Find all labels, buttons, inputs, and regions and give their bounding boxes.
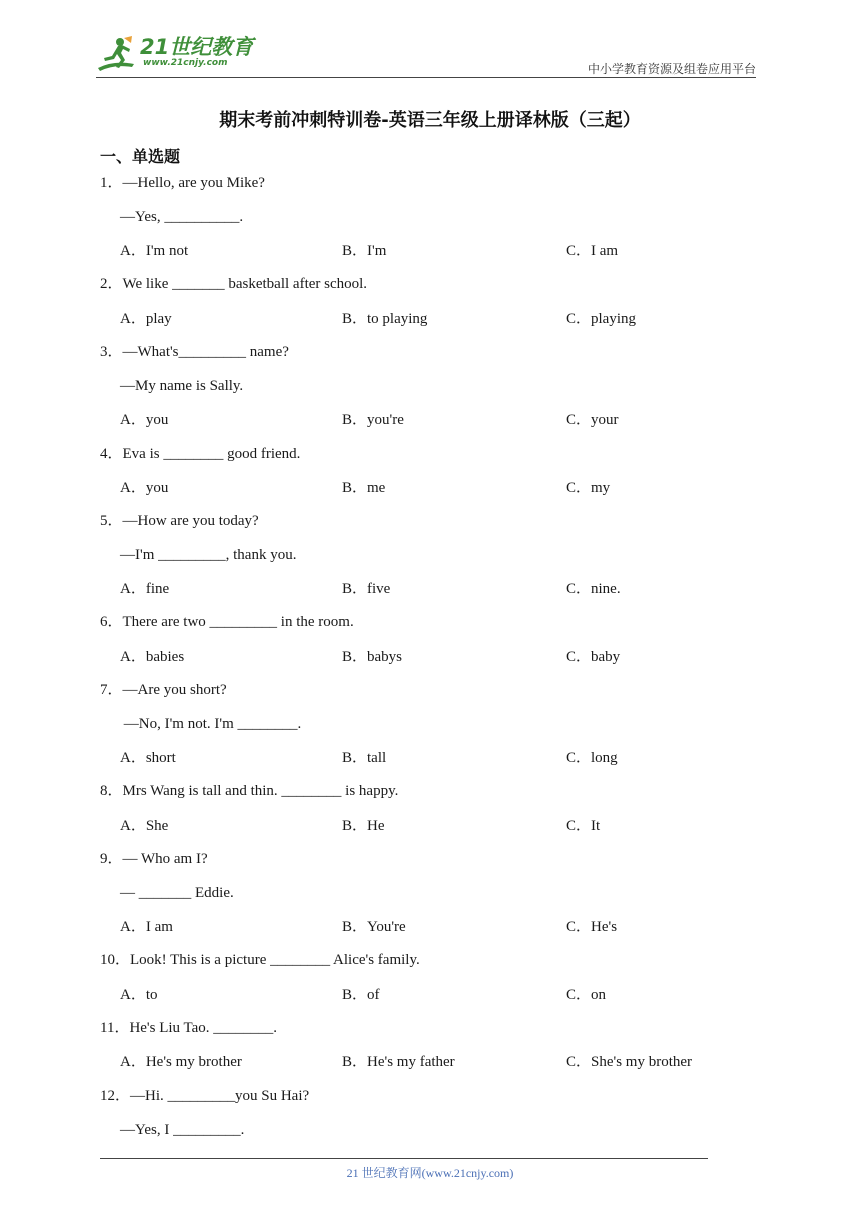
question-2-option-a[interactable]: A．play <box>120 311 172 327</box>
question-6-option-c[interactable]: C．baby <box>566 649 621 665</box>
platform-name: 中小学教育资源及组卷应用平台 <box>587 62 756 76</box>
question-3-option-b[interactable]: B．you're <box>342 412 404 428</box>
question-7-stem: 7．—Are you short? <box>100 682 227 698</box>
page-title: 期末考前冲刺特训卷-英语三年级上册译林版（三起） <box>219 110 641 131</box>
question-4-stem: 4．Eva is ________ good friend. <box>100 446 301 462</box>
question-3-option-c[interactable]: C．your <box>566 412 619 428</box>
question-8-option-c[interactable]: C．It <box>566 818 601 834</box>
question-1-line-2: —Yes, __________. <box>120 209 244 225</box>
question-6-stem: 6．There are two _________ in the room. <box>100 614 354 630</box>
question-7-option-b[interactable]: B．tall <box>342 750 387 766</box>
question-2-option-b[interactable]: B．to playing <box>342 311 428 327</box>
question-8-option-b[interactable]: B．He <box>342 818 385 834</box>
question-4-option-c[interactable]: C．my <box>566 480 611 496</box>
header-divider <box>96 77 756 78</box>
question-4-option-b[interactable]: B．me <box>342 480 386 496</box>
footer-divider <box>100 1158 708 1159</box>
question-3-stem: 3．—What's_________ name? <box>100 344 289 360</box>
question-1-option-b[interactable]: B．I'm <box>342 243 387 259</box>
logo-main-text: 21世纪教育 <box>140 35 254 59</box>
logo-url-text: www.21cnjy.com <box>143 58 228 68</box>
question-9-option-b[interactable]: B．You're <box>342 919 406 935</box>
question-5-option-c[interactable]: C．nine. <box>566 581 621 597</box>
page-header <box>96 34 756 78</box>
question-9-stem: 9．— Who am I? <box>100 851 208 867</box>
question-10-option-a[interactable]: A．to <box>120 987 158 1003</box>
question-10-option-b[interactable]: B．of <box>342 987 380 1003</box>
question-5-stem: 5．—How are you today? <box>100 513 259 529</box>
question-10-stem: 10．Look! This is a picture ________ Alice's family. <box>100 952 420 968</box>
question-1-stem: 1．—Hello, are you Mike? <box>100 175 265 191</box>
question-8-stem: 8．Mrs Wang is tall and thin. ________ is happy. <box>100 783 399 799</box>
question-5-option-b[interactable]: B．five <box>342 581 391 597</box>
runner-logo-icon <box>96 34 136 74</box>
question-1-option-c[interactable]: C．I am <box>566 243 619 259</box>
question-6-option-a[interactable]: A．babies <box>120 649 185 665</box>
question-9-option-c[interactable]: C．He's <box>566 919 618 935</box>
question-12-line-2: —Yes, I _________. <box>120 1122 245 1138</box>
question-9-option-a[interactable]: A．I am <box>120 919 173 935</box>
question-5-option-a[interactable]: A．fine <box>120 581 170 597</box>
question-11-option-a[interactable]: A．He's my brother <box>120 1054 242 1070</box>
question-1-option-a[interactable]: A．I'm not <box>120 243 189 259</box>
question-11-option-b[interactable]: B．He's my father <box>342 1054 455 1070</box>
question-6-option-b[interactable]: B．babys <box>342 649 403 665</box>
question-3-line-2: —My name is Sally. <box>120 378 244 394</box>
question-5-line-2: —I'm _________, thank you. <box>120 547 297 563</box>
question-4-option-a[interactable]: A．you <box>120 480 169 496</box>
question-7-option-a[interactable]: A．short <box>120 750 176 766</box>
question-7-line-2: —No, I'm not. I'm ________. <box>120 716 302 732</box>
question-9-line-2: — _______ Eddie. <box>120 885 234 901</box>
question-11-option-c[interactable]: C．She's my brother <box>566 1054 693 1070</box>
section-heading: 一、单选题 <box>100 147 181 166</box>
footer-source[interactable]: 21 世纪教育网(www.21cnjy.com) <box>346 1166 514 1180</box>
question-11-stem: 11．He's Liu Tao. ________. <box>100 1020 278 1036</box>
question-3-option-a[interactable]: A．you <box>120 412 169 428</box>
question-12-stem: 12．—Hi. _________you Su Hai? <box>100 1088 310 1104</box>
site-logo <box>96 34 253 74</box>
question-2-option-c[interactable]: C．playing <box>566 311 636 327</box>
question-7-option-c[interactable]: C．long <box>566 750 618 766</box>
question-2-stem: 2．We like _______ basketball after school. <box>100 276 368 292</box>
question-8-option-a[interactable]: A．She <box>120 818 169 834</box>
question-10-option-c[interactable]: C．on <box>566 987 607 1003</box>
